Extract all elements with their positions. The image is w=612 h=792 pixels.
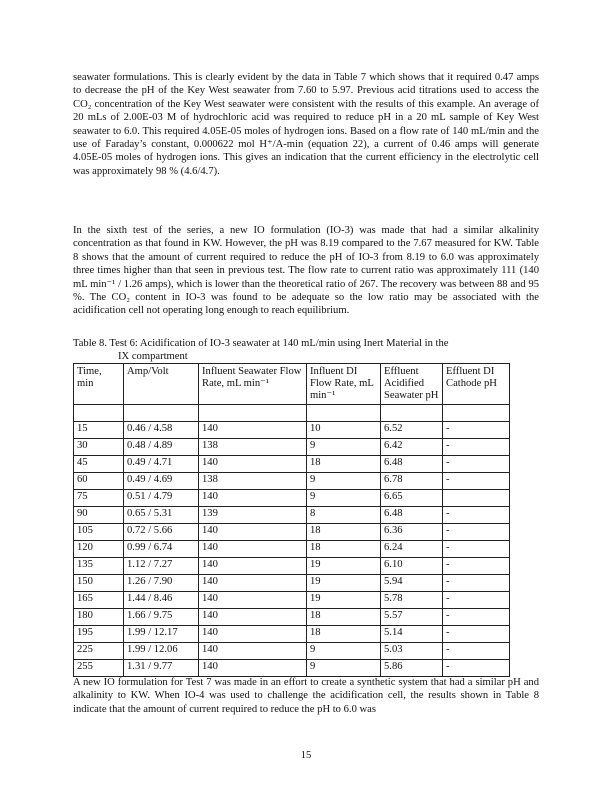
cell-effluent-ph: 6.52: [381, 422, 443, 439]
cell-di-flow: 19: [307, 592, 381, 609]
cell-cathode-ph: -: [443, 626, 510, 643]
table-row: [74, 626, 510, 643]
cell-amp-volt: 0.99 / 6.74: [124, 541, 199, 558]
table-row: [74, 643, 510, 660]
table-caption-line1: Table 8. Test 6: Acidification of IO-3 seawater at 140 mL/min using Inert Material in the: [73, 338, 449, 349]
cell-seawater-flow: 140: [199, 660, 307, 677]
cell-cathode-ph: -: [443, 456, 510, 473]
table-row: [74, 558, 510, 575]
cell-di-flow: 18: [307, 609, 381, 626]
header-amp-volt: Amp/Volt: [124, 364, 199, 405]
cell-time: 75: [74, 490, 124, 507]
spacer-cell: [443, 405, 510, 422]
cell-time: 105: [74, 524, 124, 541]
cell-cathode-ph: -: [443, 524, 510, 541]
cell-di-flow: 18: [307, 626, 381, 643]
cell-time: 150: [74, 575, 124, 592]
cell-di-flow: 18: [307, 456, 381, 473]
cell-amp-volt: 1.12 / 7.27: [124, 558, 199, 575]
paragraph-test-seven: A new IO formulation for Test 7 was made in an effort to create a synthetic system that had a similar pH and alkalinity to KW. When IO-4 was used to challenge the acidification cell, the results shown in Table 8 indicate that the amount of current required to reduce the pH to 6.0 was: [73, 677, 539, 715]
header-time: Time, min: [74, 364, 124, 405]
cell-amp-volt: 1.26 / 7.90: [124, 575, 199, 592]
cell-di-flow: 9: [307, 643, 381, 660]
table-row: [74, 609, 510, 626]
cell-amp-volt: 0.49 / 4.69: [124, 473, 199, 490]
cell-amp-volt: 1.99 / 12.06: [124, 643, 199, 660]
cell-effluent-ph: 5.86: [381, 660, 443, 677]
cell-seawater-flow: 140: [199, 422, 307, 439]
cell-seawater-flow: 140: [199, 524, 307, 541]
cell-di-flow: 18: [307, 524, 381, 541]
cell-di-flow: 10: [307, 422, 381, 439]
cell-di-flow: 19: [307, 575, 381, 592]
cell-amp-volt: 0.51 / 4.79: [124, 490, 199, 507]
table-header-row: [74, 364, 510, 405]
cell-seawater-flow: 140: [199, 575, 307, 592]
cell-cathode-ph: -: [443, 439, 510, 456]
cell-seawater-flow: 140: [199, 592, 307, 609]
cell-seawater-flow: 140: [199, 609, 307, 626]
cell-effluent-ph: 6.42: [381, 439, 443, 456]
cell-time: 180: [74, 609, 124, 626]
cell-cathode-ph: -: [443, 541, 510, 558]
cell-cathode-ph: [443, 490, 510, 507]
paragraph-key-west: seawater formulations. This is clearly evident by the data in Table 7 which shows that it required 0.47 amps to decrease the pH of the Key West seawater from 7.60 to 5.97. Previous acid titrations used to access the CO₂ concentration of the Key West seawater were consistent with the results of this example. An average of 20 mLs of 2.00E-03 M of hydrochloric acid was required to reduce pH in a 20 mL sample of Key West seawater to 6.0. This required 4.05E-05 moles of hydrogen ions. Based on a flow rate of 140 mL/min and the use of Faraday’s constant, 0.000622 mol H⁺/A-min (equation 22), a current of 0.46 amps will generate 4.05E-05 moles of hydrogen ions. This gives an indication that the current efficiency in the electrolytic cell was approximately 98 % (4.6/4.7).: [73, 72, 539, 177]
header-influent-di: Influent DI Flow Rate, mL min⁻¹: [307, 364, 381, 405]
cell-di-flow: 9: [307, 660, 381, 677]
cell-effluent-ph: 6.24: [381, 541, 443, 558]
table-row: [74, 541, 510, 558]
table-row: [74, 422, 510, 439]
cell-amp-volt: 0.49 / 4.71: [124, 456, 199, 473]
data-table: [73, 363, 510, 677]
cell-time: 45: [74, 456, 124, 473]
cell-effluent-ph: 5.57: [381, 609, 443, 626]
cell-time: 165: [74, 592, 124, 609]
cell-time: 225: [74, 643, 124, 660]
cell-seawater-flow: 140: [199, 541, 307, 558]
cell-amp-volt: 1.31 / 9.77: [124, 660, 199, 677]
cell-effluent-ph: 5.03: [381, 643, 443, 660]
spacer-cell: [74, 405, 124, 422]
table-caption: [73, 337, 539, 364]
header-effluent-acidified: Effluent Acidified Seawater pH: [381, 364, 443, 405]
cell-di-flow: 9: [307, 490, 381, 507]
table-caption-line2: IX compartment: [118, 351, 188, 363]
spacer-cell: [381, 405, 443, 422]
cell-cathode-ph: -: [443, 592, 510, 609]
cell-effluent-ph: 5.14: [381, 626, 443, 643]
cell-di-flow: 9: [307, 439, 381, 456]
cell-cathode-ph: -: [443, 507, 510, 524]
cell-effluent-ph: 6.36: [381, 524, 443, 541]
header-influent-seawater: Influent Seawater Flow Rate, mL min⁻¹: [199, 364, 307, 405]
table-body: [74, 422, 510, 677]
cell-time: 60: [74, 473, 124, 490]
cell-effluent-ph: 5.94: [381, 575, 443, 592]
cell-seawater-flow: 140: [199, 490, 307, 507]
cell-amp-volt: 0.65 / 5.31: [124, 507, 199, 524]
cell-time: 195: [74, 626, 124, 643]
cell-cathode-ph: -: [443, 660, 510, 677]
cell-seawater-flow: 138: [199, 473, 307, 490]
cell-cathode-ph: -: [443, 575, 510, 592]
table-row: [74, 524, 510, 541]
cell-di-flow: 18: [307, 541, 381, 558]
cell-amp-volt: 1.66 / 9.75: [124, 609, 199, 626]
cell-effluent-ph: 6.10: [381, 558, 443, 575]
cell-amp-volt: 1.99 / 12.17: [124, 626, 199, 643]
table-row: [74, 507, 510, 524]
cell-amp-volt: 0.46 / 4.58: [124, 422, 199, 439]
table-row: [74, 456, 510, 473]
cell-time: 15: [74, 422, 124, 439]
cell-cathode-ph: -: [443, 643, 510, 660]
cell-di-flow: 19: [307, 558, 381, 575]
cell-di-flow: 9: [307, 473, 381, 490]
cell-time: 120: [74, 541, 124, 558]
cell-di-flow: 8: [307, 507, 381, 524]
table-row: [74, 575, 510, 592]
cell-time: 255: [74, 660, 124, 677]
spacer-cell: [199, 405, 307, 422]
table-row: [74, 473, 510, 490]
table-row: [74, 439, 510, 456]
cell-time: 30: [74, 439, 124, 456]
header-effluent-di-cathode: Effluent DI Cathode pH: [443, 364, 510, 405]
cell-seawater-flow: 140: [199, 626, 307, 643]
page-number: 15: [300, 750, 312, 761]
cell-effluent-ph: 6.65: [381, 490, 443, 507]
cell-seawater-flow: 138: [199, 439, 307, 456]
cell-cathode-ph: -: [443, 473, 510, 490]
table-row: [74, 660, 510, 677]
table-row: [74, 490, 510, 507]
spacer-cell: [307, 405, 381, 422]
cell-amp-volt: 0.72 / 5.66: [124, 524, 199, 541]
cell-effluent-ph: 6.48: [381, 507, 443, 524]
cell-effluent-ph: 6.78: [381, 473, 443, 490]
cell-cathode-ph: -: [443, 558, 510, 575]
cell-cathode-ph: -: [443, 422, 510, 439]
cell-time: 90: [74, 507, 124, 524]
cell-seawater-flow: 140: [199, 558, 307, 575]
table-row: [74, 592, 510, 609]
cell-effluent-ph: 5.78: [381, 592, 443, 609]
cell-effluent-ph: 6.48: [381, 456, 443, 473]
cell-time: 135: [74, 558, 124, 575]
paragraph-sixth-test: In the sixth test of the series, a new IO formulation (IO-3) was made that had a similar alkalinity concentration as that found in KW. However, the pH was 8.19 compared to the 7.67 measured for KW. Table 8 shows that the amount of current required to reduce the pH of IO-3 from 8.19 to 6.0 was approximately three times higher than that seen in previous test. The flow rate to current ratio was approximately 111 (140 mL min⁻¹ / 1.26 amps), which is lower than the theoretical ratio of 267. The recovery was between 88 and 95 %. The CO₂ content in IO-3 was found to be adequate so the low ratio may be associated with the acidification cell not operating long enough to reach equilibrium.: [73, 225, 539, 317]
cell-seawater-flow: 139: [199, 507, 307, 524]
cell-seawater-flow: 140: [199, 456, 307, 473]
cell-cathode-ph: -: [443, 609, 510, 626]
cell-amp-volt: 0.48 / 4.89: [124, 439, 199, 456]
spacer-cell: [124, 405, 199, 422]
cell-seawater-flow: 140: [199, 643, 307, 660]
cell-amp-volt: 1.44 / 8.46: [124, 592, 199, 609]
table-spacer-row: [74, 405, 510, 422]
